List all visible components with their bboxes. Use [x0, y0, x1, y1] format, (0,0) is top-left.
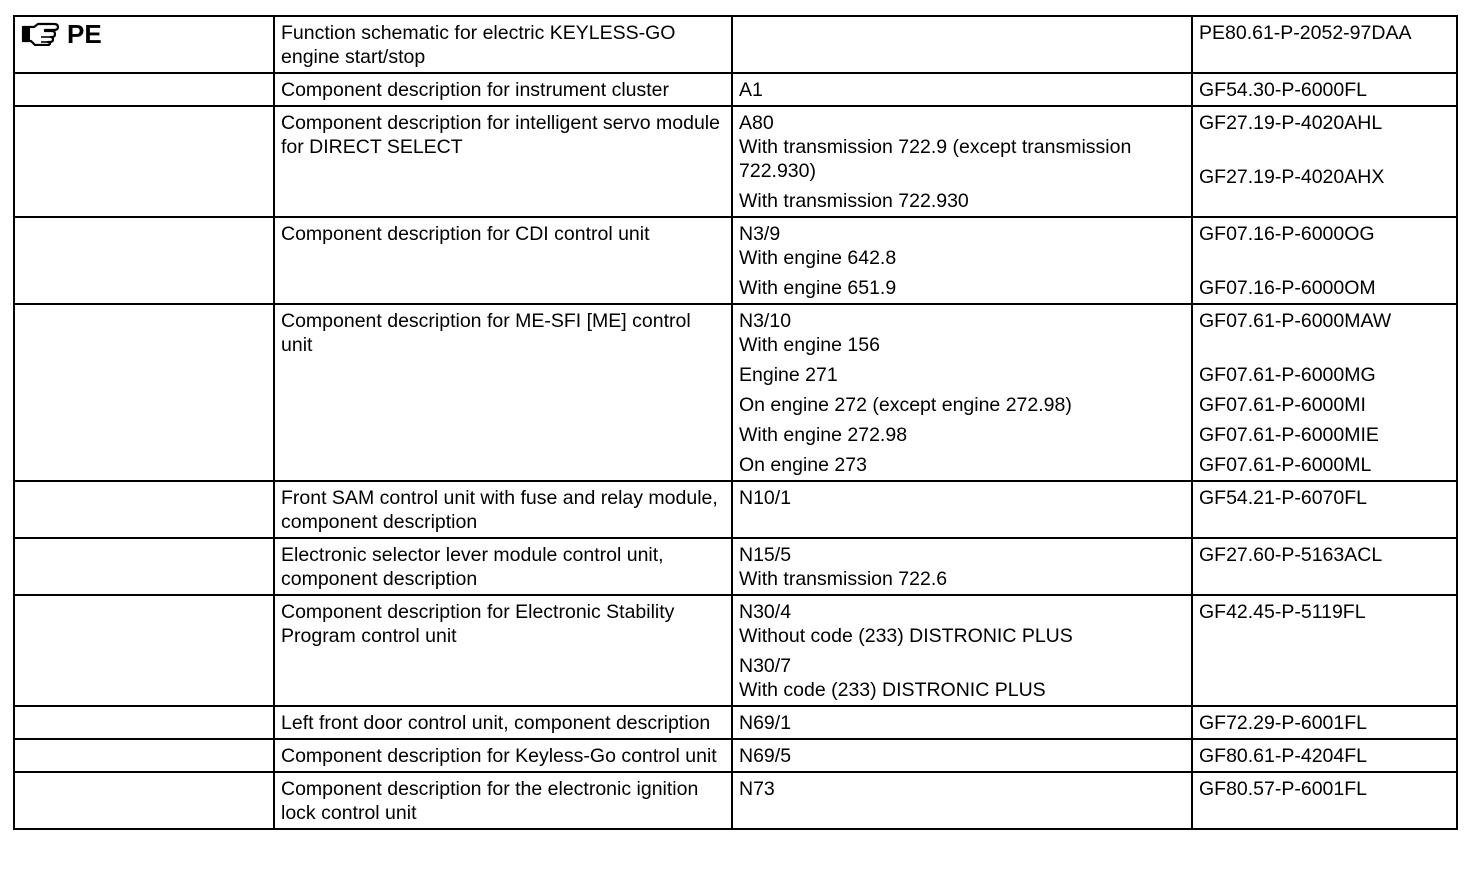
document-number: [1199, 654, 1450, 678]
section-cell: [14, 538, 274, 595]
document-number-text: GF07.61-P-6000MI: [1199, 394, 1366, 416]
entry-condition-group: [739, 276, 1185, 300]
entry-condition-group: [739, 393, 1185, 417]
section-cell: [14, 304, 274, 481]
document-number-text: PE80.61-P-2052-97DAA: [1199, 22, 1412, 44]
document-number-text: GF07.16-P-6000OM: [1199, 277, 1376, 299]
entry-line: With code (233) DISTRONIC PLUS: [739, 679, 1046, 701]
entry-line: With engine 272.98: [739, 424, 908, 446]
pe-label: PE: [67, 19, 102, 49]
table-row: [14, 16, 1457, 73]
document-number: [1199, 777, 1450, 801]
document-number-cell: [1192, 595, 1457, 706]
reference-table: [13, 15, 1458, 830]
document-number-text: GF07.61-P-6000MIE: [1199, 424, 1379, 446]
document-number-text: GF54.30-P-6000FL: [1199, 79, 1368, 101]
document-number: [1199, 543, 1450, 591]
component-code-cell: [732, 706, 1192, 739]
entry-condition-group: [739, 423, 1185, 447]
entry-line: With engine 642.8: [739, 247, 897, 269]
entry-line: Engine 271: [739, 364, 838, 386]
section-cell: [14, 106, 274, 217]
document-number-text: GF07.61-P-6000ML: [1199, 454, 1372, 476]
entry-line: With transmission 722.6: [739, 568, 948, 590]
component-code-cell: [732, 217, 1192, 304]
document-number-text: GF42.45-P-5119FL: [1199, 601, 1366, 623]
document-number-text: GF07.16-P-6000OG: [1199, 223, 1375, 245]
entry-condition-group: [739, 711, 1185, 735]
document-number-text: GF80.57-P-6001FL: [1199, 778, 1368, 800]
document-number: [1199, 711, 1450, 735]
entry-condition-group: [739, 543, 1185, 591]
document-number: [1199, 486, 1450, 510]
document-number-cell: [1192, 304, 1457, 481]
entry-line: N3/9: [739, 223, 781, 245]
entry-condition-group: [739, 111, 1185, 183]
document-number-text: GF07.61-P-6000MAW: [1199, 310, 1392, 332]
section-cell: [14, 217, 274, 304]
table-row: [14, 772, 1457, 829]
entry-condition-group: [739, 453, 1185, 477]
entry-line: N30/7: [739, 655, 792, 677]
document-number-text: GF54.21-P-6070FL: [1199, 487, 1368, 509]
document-number-cell: [1192, 538, 1457, 595]
spacer: [1199, 654, 1450, 678]
section-cell: [14, 739, 274, 772]
description-cell: Front SAM control unit with fuse and relay module, component description: [274, 481, 732, 538]
table-row: [14, 739, 1457, 772]
table-row: [14, 706, 1457, 739]
document-number: [1199, 111, 1450, 159]
entry-condition-group: [739, 21, 1185, 45]
entry-condition-group: [739, 654, 1185, 702]
section-cell: [14, 16, 274, 73]
description-cell: Component description for Keyless-Go control unit: [274, 739, 732, 772]
description-cell: Component description for instrument cluster: [274, 73, 732, 106]
document-number-text: GF80.61-P-4204FL: [1199, 745, 1368, 767]
document-number-cell: [1192, 217, 1457, 304]
entry-line: N3/10: [739, 310, 792, 332]
pointing-hand-icon: [21, 22, 61, 46]
document-number: [1199, 600, 1450, 648]
component-code-cell: [732, 739, 1192, 772]
entry-line: With transmission 722.930: [739, 190, 969, 212]
reference-table-body: [14, 16, 1457, 829]
section-cell: [14, 772, 274, 829]
entry-line: N15/5: [739, 544, 792, 566]
spacer: [1199, 135, 1450, 159]
entry-condition-group: [739, 363, 1185, 387]
section-cell: [14, 73, 274, 106]
entry-line: Without code (233) DISTRONIC PLUS: [739, 625, 1073, 647]
entry-line: With engine 156: [739, 334, 880, 356]
entry-line: N10/1: [739, 487, 792, 509]
description-cell: Left front door control unit, component description: [274, 706, 732, 739]
entry-condition-group: [739, 600, 1185, 648]
component-code-cell: [732, 106, 1192, 217]
document-number-text: GF72.29-P-6001FL: [1199, 712, 1368, 734]
spacer: [1199, 624, 1450, 648]
pe-marker: [21, 20, 102, 48]
document-number: [1199, 165, 1450, 189]
document-number: [1199, 744, 1450, 768]
entry-condition-group: [739, 309, 1185, 357]
table-row: [14, 595, 1457, 706]
section-cell: [14, 481, 274, 538]
spacer: [1199, 246, 1450, 270]
entry-line: N69/5: [739, 745, 792, 767]
component-code-cell: [732, 538, 1192, 595]
entry-line: N73: [739, 778, 775, 800]
description-cell: Function schematic for electric KEYLESS-GO engine start/stop: [274, 16, 732, 73]
entry-line: [739, 21, 1185, 45]
document-number-cell: [1192, 73, 1457, 106]
entry-condition-group: [739, 189, 1185, 213]
entry-condition-group: [739, 777, 1185, 801]
entry-line: On engine 273: [739, 454, 867, 476]
entry-condition-group: [739, 78, 1185, 102]
table-row: [14, 217, 1457, 304]
description-cell: Component description for intelligent servo module for DIRECT SELECT: [274, 106, 732, 217]
entry-condition-group: [739, 744, 1185, 768]
document-number: [1199, 309, 1450, 357]
document-number-cell: [1192, 106, 1457, 217]
document-number-text: GF27.19-P-4020AHL: [1199, 112, 1383, 134]
entry-line: N69/1: [739, 712, 792, 734]
document-number: [1199, 222, 1450, 270]
description-cell: Component description for ME-SFI [ME] control unit: [274, 304, 732, 481]
document-number-text: GF07.61-P-6000MG: [1199, 364, 1376, 386]
document-number-cell: [1192, 772, 1457, 829]
spacer: [1199, 567, 1450, 591]
entry-line: A1: [739, 79, 763, 101]
table-row: [14, 304, 1457, 481]
table-row: [14, 106, 1457, 217]
table-row: [14, 73, 1457, 106]
description-cell: Electronic selector lever module control unit, component description: [274, 538, 732, 595]
document-number: [1199, 453, 1450, 477]
description-cell: Component description for the electronic ignition lock control unit: [274, 772, 732, 829]
document-number: [1199, 423, 1450, 447]
document-number-cell: [1192, 739, 1457, 772]
spacer: [1199, 333, 1450, 357]
document-number: [1199, 78, 1450, 102]
section-cell: [14, 706, 274, 739]
entry-line: On engine 272 (except engine 272.98): [739, 394, 1072, 416]
entry-condition-group: [739, 222, 1185, 270]
entry-line: With engine 651.9: [739, 277, 897, 299]
document-number: [1199, 21, 1450, 45]
document-number-text: GF27.60-P-5163ACL: [1199, 544, 1383, 566]
table-row: [14, 538, 1457, 595]
document-number: [1199, 363, 1450, 387]
section-cell: [14, 595, 274, 706]
document-number-text: GF27.19-P-4020AHX: [1199, 166, 1385, 188]
entry-line: N30/4: [739, 601, 792, 623]
component-code-cell: [732, 772, 1192, 829]
component-code-cell: [732, 481, 1192, 538]
component-code-cell: [732, 304, 1192, 481]
description-cell: Component description for CDI control unit: [274, 217, 732, 304]
component-code-cell: [732, 16, 1192, 73]
document-number-cell: [1192, 16, 1457, 73]
document-number: [1199, 393, 1450, 417]
component-code-cell: [732, 73, 1192, 106]
entry-line: A80: [739, 112, 774, 134]
entry-line: With transmission 722.9 (except transmission 722.930): [739, 136, 1132, 182]
component-code-cell: [732, 595, 1192, 706]
document-number-cell: [1192, 481, 1457, 538]
description-cell: Component description for Electronic Stability Program control unit: [274, 595, 732, 706]
entry-condition-group: [739, 486, 1185, 510]
document-number-cell: [1192, 706, 1457, 739]
reference-page: [13, 15, 1458, 830]
table-row: [14, 481, 1457, 538]
document-number: [1199, 276, 1450, 300]
